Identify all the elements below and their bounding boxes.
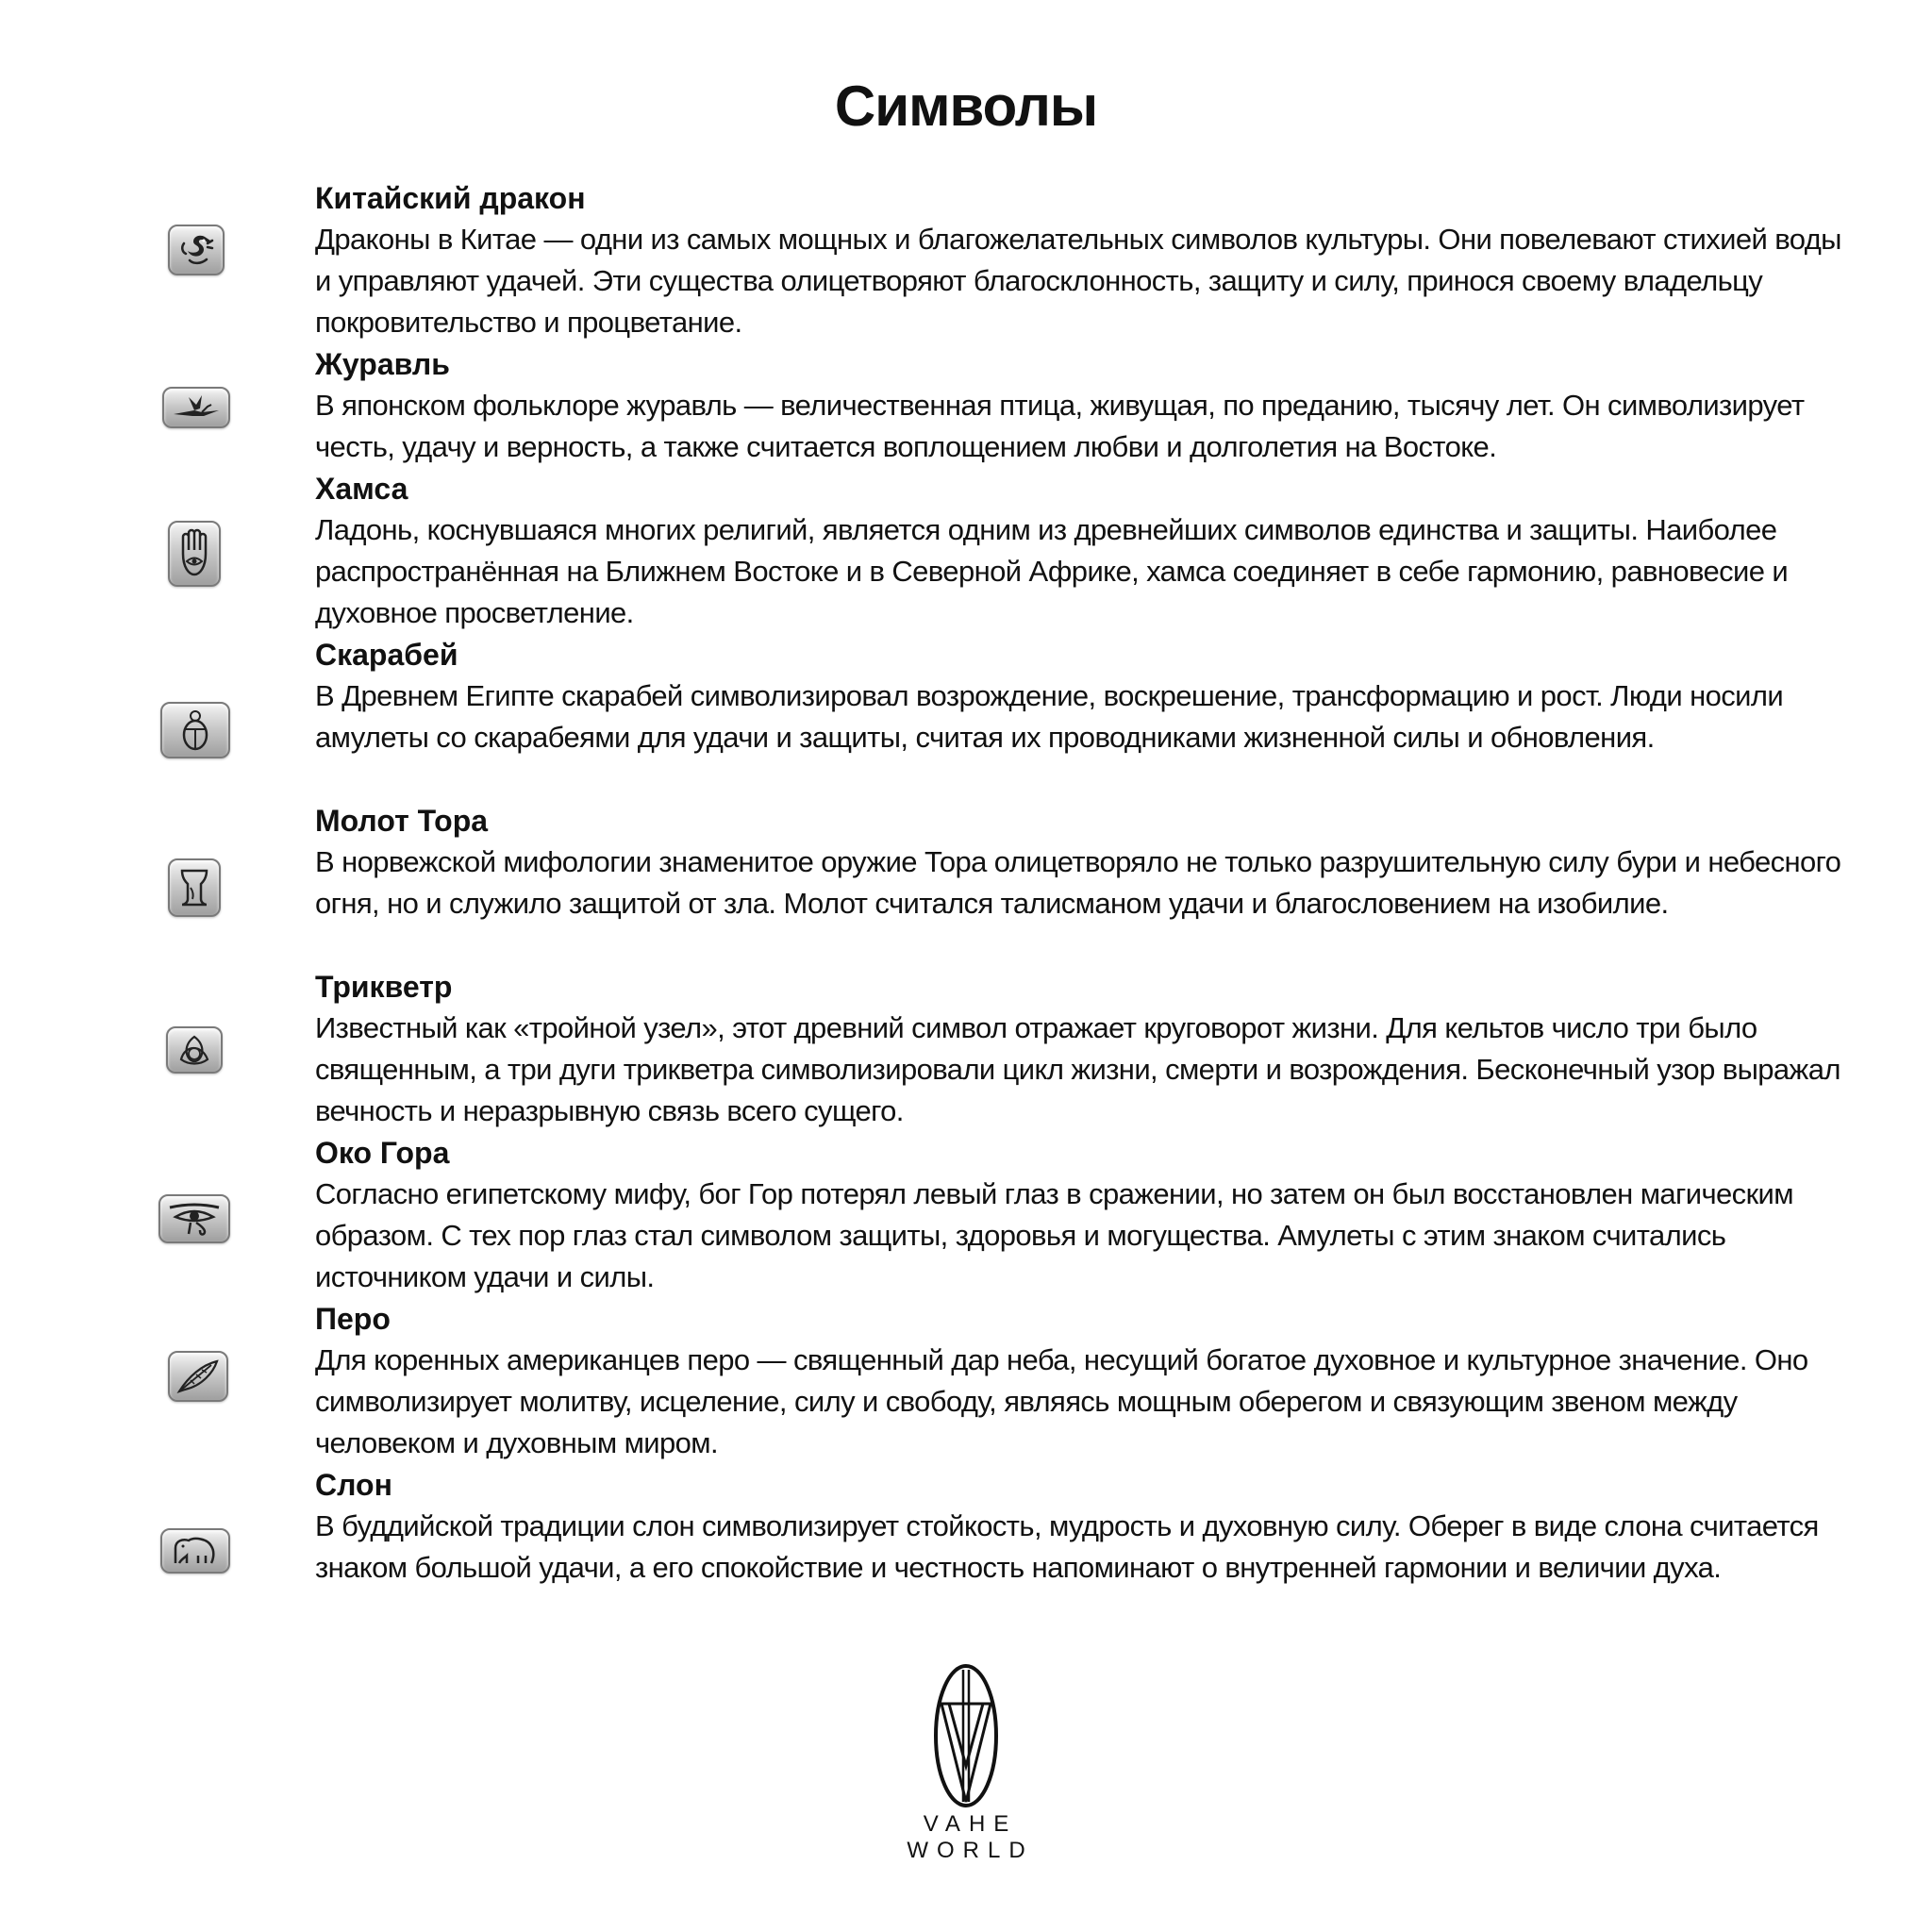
symbol-description: В японском фольклоре журавль — величественная птица, живущая, по преданию, тысячу лет. Он символизирует честь, удачу и верность, а также считается воплощением любви и долголетия на Востоке. bbox=[315, 389, 1805, 463]
symbol-title: Хамса bbox=[315, 472, 408, 506]
triquetra-icon bbox=[166, 1026, 223, 1074]
brand-logo bbox=[0, 1660, 1932, 1864]
symbol-title: Око Гора bbox=[315, 1136, 450, 1170]
logo-icon bbox=[932, 1660, 1000, 1811]
eye-of-horus-icon bbox=[158, 1194, 230, 1243]
symbol-title: Молот Тора bbox=[315, 804, 489, 838]
dragon-icon bbox=[168, 225, 225, 275]
symbol-description: В Древнем Египте скарабей символизировал возрождение, воскрешение, трансформацию и рост. Люди носили амулеты со скарабеями для удачи и защиты, считая их проводниками жизненной силы и обновления. bbox=[315, 679, 1784, 754]
logo-text-line1: VAHE bbox=[923, 1811, 1018, 1837]
elephant-icon bbox=[160, 1528, 230, 1574]
symbol-description: Известный как «тройной узел», этот древний символ отражает круговорот жизни. Для кельтов число три было священным, а три дуги трикветра символизировали цикл жизни, смерти и возрождения. Бесконечный узор выражал вечность и неразрывную связь всего сущего. bbox=[315, 1011, 1840, 1127]
feather-icon bbox=[168, 1351, 228, 1402]
hamsa-icon bbox=[168, 521, 221, 587]
symbol-title: Слон bbox=[315, 1468, 392, 1502]
symbol-title: Скарабей bbox=[315, 638, 458, 672]
symbol-description: В буддийской традиции слон символизирует стойкость, мудрость и духовную силу. Оберег в виде слона считается знаком большой удачи, а его спокойствие и честность напоминают о внутренней гармонии и величии духа. bbox=[315, 1509, 1819, 1584]
thor-hammer-icon bbox=[168, 858, 221, 917]
logo-text-line2: WORLD bbox=[907, 1838, 1034, 1863]
symbol-description: В норвежской мифологии знаменитое оружие Тора олицетворяло не только разрушительную силу бури и небесного огня, но и служило защитой от зла. Молот считался талисманом удачи и благословением на изобилие. bbox=[315, 845, 1841, 920]
symbol-description: Драконы в Китае — одни из самых мощных и благожелательных символов культуры. Они повелевают стихией воды и управляют удачей. Эти существа олицетворяют благосклонность, защиту и силу, принося своему владельцу покровительство и процветание. bbox=[315, 223, 1841, 339]
crane-icon bbox=[162, 387, 230, 428]
scarab-icon bbox=[160, 702, 230, 758]
symbol-title: Китайский дракон bbox=[315, 181, 586, 215]
symbol-description: Согласно египетскому мифу, бог Гор потерял левый глаз в сражении, но затем он был восстановлен магическим образом. С тех пор глаз стал символом защиты, здоровья и могущества. Амулеты с этим знаком считались источником удачи и силы. bbox=[315, 1177, 1793, 1293]
page-title: Символы bbox=[834, 75, 1098, 138]
symbol-title: Перо bbox=[315, 1302, 391, 1336]
symbol-description: Для коренных американцев перо — священный дар неба, несущий богатое духовное и культурное значение. Оно символизирует молитву, исцеление, силу и свободу, являясь мощным оберегом и связующим звеном между человеком и духовным миром. bbox=[315, 1343, 1808, 1459]
symbol-title: Трикветр bbox=[315, 970, 453, 1004]
symbol-description: Ладонь, коснувшаяся многих религий, является одним из древнейших символов единства и защиты. Наиболее распространённая на Ближнем Востоке и в Северной Африке, хамса соединяет в себе гармонию, равновесие и духовное просветление. bbox=[315, 513, 1789, 629]
symbol-title: Журавль bbox=[315, 347, 450, 381]
